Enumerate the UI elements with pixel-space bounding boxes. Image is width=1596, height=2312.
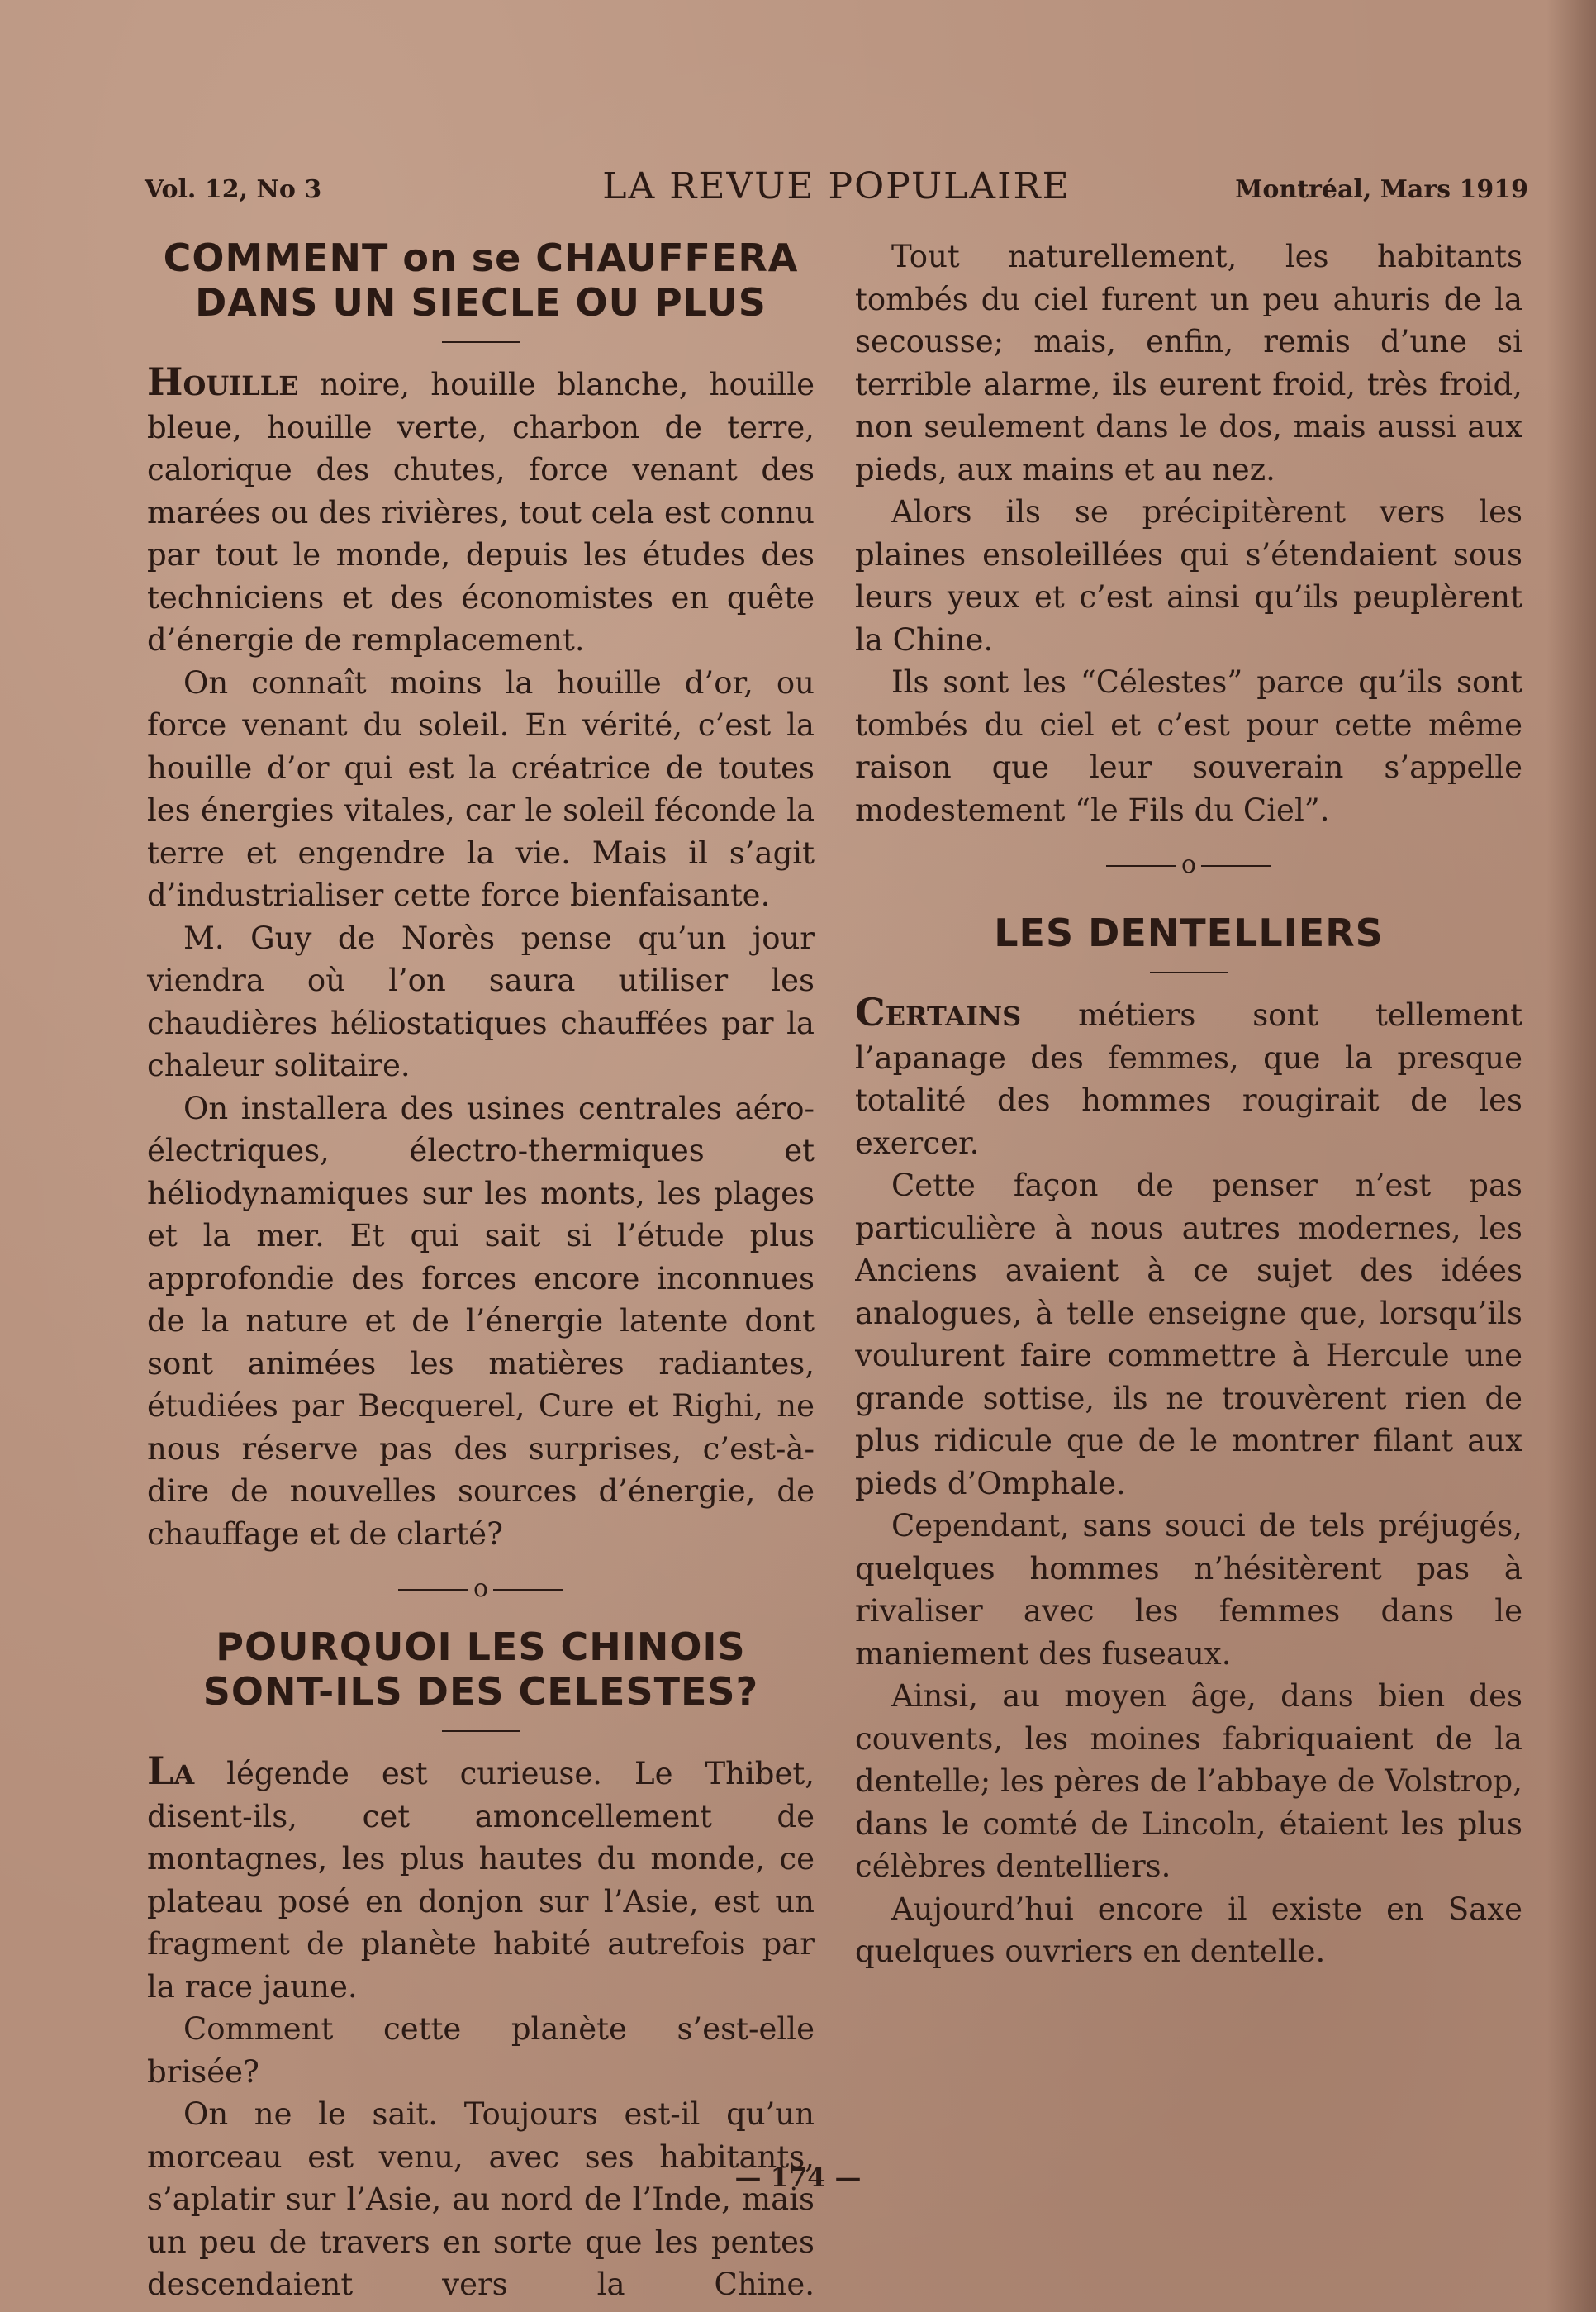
article-title-dentelliers: LES DENTELLIERS bbox=[994, 911, 1384, 955]
paragraph: La légende est curieuse. Le Thibet, disent-ils, cet amoncellement de montagnes, les plus hautes du monde, ce plateau posé en donjon sur l’Asie, est un fragment de planète habité autrefois par la race jaune. bbox=[147, 1748, 815, 2005]
article-title-chinois: POURQUOI LES CHINOIS SONT-ILS DES CELESTES? bbox=[202, 1625, 759, 1714]
title-rule bbox=[442, 341, 520, 343]
left-column bbox=[147, 235, 815, 2306]
paragraph: Alors ils se précipitèrent vers les plaines ensoleillées qui s’étendaient sous leurs yeux et c’est ainsi qu’ils peuplèrent la Chine. bbox=[855, 494, 1522, 658]
paragraph: Houille noire, houille blanche, houille bleue, houille verte, charbon de terre, calorique des chutes, force venant des marées ou des rivières, tout cela est connu par tout le monde, depuis les études des techniciens et des économistes en quête d’énergie de remplacement. bbox=[147, 359, 815, 658]
title-rule bbox=[442, 1730, 520, 1732]
paragraph: M. Guy de Norès pense qu’un jour viendra où l’on saura utiliser les chaudières héliostatiques chauffées par la chaleur solitaire. bbox=[147, 920, 815, 1083]
publication-title: LA REVUE POPULAIRE bbox=[602, 165, 1071, 207]
right-column bbox=[855, 235, 1522, 2103]
paragraph: Aujourd’hui encore il existe en Saxe quelques ouvriers en dentelle. bbox=[855, 1891, 1522, 1969]
page-header bbox=[145, 165, 1528, 215]
paragraph: On connaît moins la houille d’or, ou force venant du soleil. En vérité, c’est la houille d’or qui est la créatrice de toutes les énergies vitales, car le soleil féconde la terre et engendre la vie. Mais il s’agit d’industrialiser cette force bienfaisante. bbox=[147, 664, 815, 913]
issue-date: Montréal, Mars 1919 bbox=[1235, 175, 1528, 204]
paragraph: Tout naturellement, les habitants tombés du ciel furent un peu ahuris de la secousse; mais, enfin, remis d’une si terrible alarme, ils eurent froid, très froid, non seulement dans le dos, mais aussi aux pieds, aux mains et au nez. bbox=[855, 239, 1522, 488]
section-separator: o bbox=[855, 853, 1522, 878]
paragraph: Cette façon de penser n’est pas particulière à nous autres modernes, les Anciens avaient à ce sujet des idées analogues, à telle enseigne que, lorsqu’ils voulurent faire commettre à Hercule une grande sottise, ils ne trouvèrent rien de plus ridicule que de le montrer filant aux pieds d’Omphale. bbox=[855, 1168, 1522, 1501]
section-separator: o bbox=[147, 1577, 815, 1601]
article-title-chauffage: COMMENT on se CHAUFFERA DANS UN SIECLE OU PLUS bbox=[163, 235, 799, 325]
title-rule bbox=[1150, 972, 1228, 973]
paragraph: Ainsi, au moyen âge, dans bien des couvents, les moines fabriquaient de la dentelle; les pères de l’abbaye de Volstrop, dans le comté de Lincoln, étaient les plus célèbres dentelliers. bbox=[855, 1678, 1522, 1884]
initial-capital: Certains bbox=[855, 990, 1022, 1035]
volume-number: Vol. 12, No 3 bbox=[145, 175, 322, 204]
paragraph: On ne le sait. Toujours est-il qu’un morceau est venu, avec ses habitants, s’aplatir sur l’Asie, au nord de l’Inde, mais un peu de travers en sorte que les pentes descendaient vers la Chine. bbox=[147, 2096, 815, 2302]
page-edge-shadow bbox=[1546, 0, 1596, 2312]
paragraph: Certains métiers sont tellement l’apanage des femmes, que la presque totalité des hommes rougirait de les exercer. bbox=[855, 990, 1522, 1161]
initial-capital: Houille bbox=[147, 359, 299, 404]
initial-capital: La bbox=[147, 1748, 195, 1793]
paragraph: Cependant, sans souci de tels préjugés, quelques hommes n’hésitèrent pas à rivaliser avec les femmes dans le maniement des fuseaux. bbox=[855, 1508, 1522, 1672]
paragraph: On installera des usines centrales aéro-électriques, électro-thermiques et héliodynamiques sur les monts, les plages et la mer. Et qui sait si l’étude plus approfondie des forces encore inconnues de la nature et de l’énergie latente dont sont animées les matières radiantes, étudiées par Becquerel, Cure et Righi, ne nous réserve pas des surprises, c’est-à-dire de nouvelles sources d’énergie, de chauffage et de clarté? bbox=[147, 1090, 815, 1552]
paragraph: Comment cette planète s’est-elle brisée? bbox=[147, 2011, 815, 2090]
paragraph: Ils sont les “Célestes” parce qu’ils sont tombés du ciel et c’est pour cette même raison que leur souverain s’appelle modestement “le Fils du Ciel”. bbox=[855, 664, 1522, 828]
page-number: — 174 — bbox=[734, 2162, 862, 2193]
